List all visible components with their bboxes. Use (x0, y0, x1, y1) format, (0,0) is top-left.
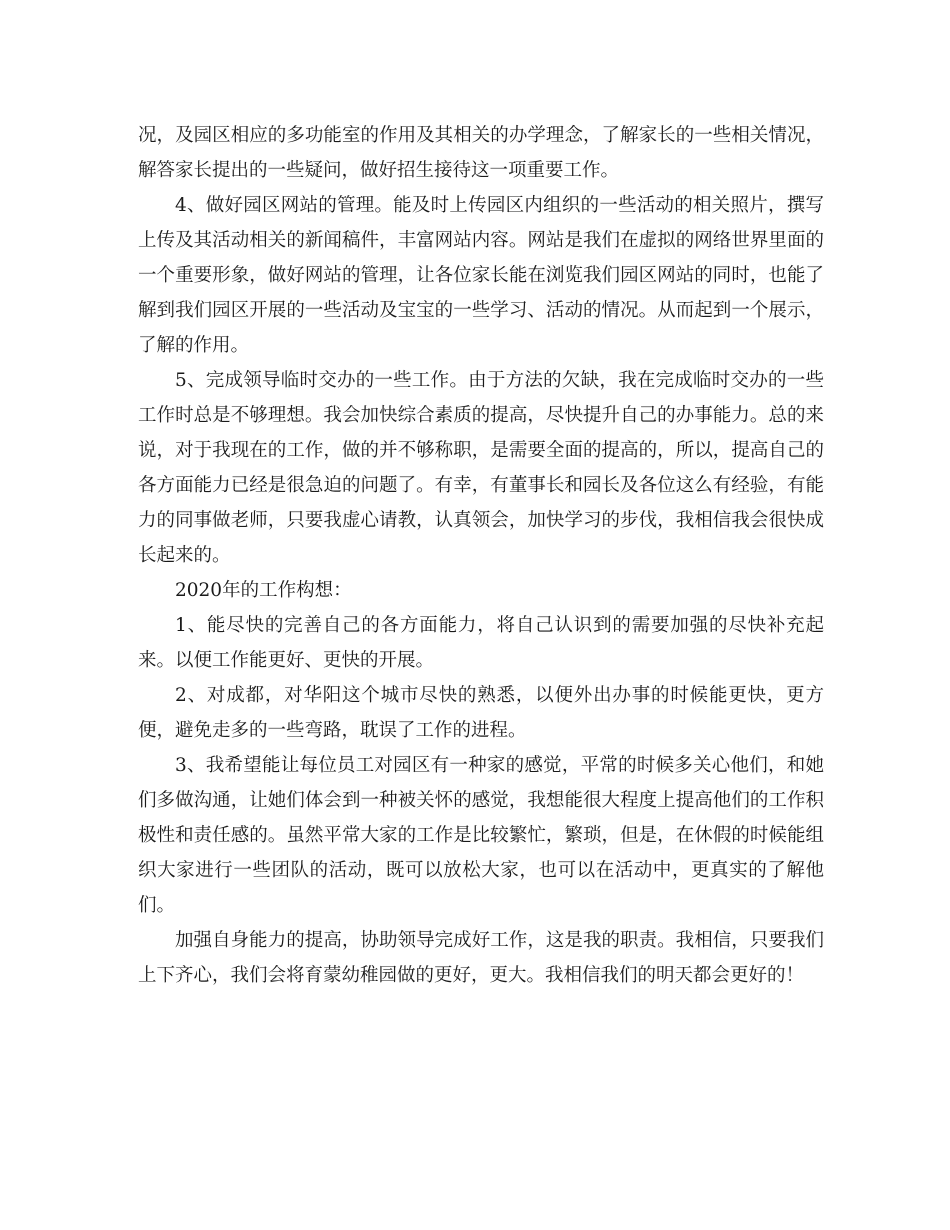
paragraph-plan-item-1: 1、能尽快的完善自己的各方面能力，将自己认识到的需要加强的尽快补充起来。以便工作能更好、更快的开展。 (138, 615, 824, 671)
paragraph-conclusion: 加强自身能力的提高，协助领导完成好工作，这是我的职责。我相信，只要我们上下齐心，我们会将育蒙幼稚园做的更好，更大。我相信我们的明天都会更好的！ (138, 930, 824, 986)
paragraph-website-management: 4、做好园区网站的管理。能及时上传园区内组织的一些活动的相关照片，撰写上传及其活动相关的新闻稿件，丰富网站内容。网站是我们在虚拟的网络世界里面的一个重要形象，做好网站的管理，让各位家长能在浏览我们园区网站的同时，也能了解到我们园区开展的一些活动及宝宝的一些学习、活动的情况。从而起到一个展示，了解的作用。 (138, 195, 824, 356)
paragraph-temporary-tasks: 5、完成领导临时交办的一些工作。由于方法的欠缺，我在完成临时交办的一些工作时总是不够理想。我会加快综合素质的提高，尽快提升自己的办事能力。总的来说，对于我现在的工作，做的并不够称职，是需要全面的提高的，所以，提高自己的各方面能力已经是很急迫的问题了。有幸，有董事长和园长及各位这么有经验，有能力的同事做老师，只要我虚心请教，认真领会，加快学习的步伐，我相信我会很快成长起来的。 (138, 370, 824, 566)
document-body (138, 118, 824, 993)
paragraph-continued: 况，及园区相应的多功能室的作用及其相关的办学理念，了解家长的一些相关情况，解答家长提出的一些疑问，做好招生接待这一项重要工作。 (138, 125, 824, 181)
paragraph-plan-item-2: 2、对成都，对华阳这个城市尽快的熟悉，以便外出办事的时候能更快，更方便，避免走多的一些弯路，耽误了工作的进程。 (138, 685, 824, 741)
section-heading-2020-plan: 2020年的工作构想： (175, 580, 352, 601)
paragraph-plan-item-3: 3、我希望能让每位员工对园区有一种家的感觉，平常的时候多关心他们，和她们多做沟通，让她们体会到一种被关怀的感觉，我想能很大程度上提高他们的工作积极性和责任感的。虽然平常大家的工作是比较繁忙，繁琐，但是，在休假的时候能组织大家进行一些团队的活动，既可以放松大家，也可以在活动中，更真实的了解他们。 (138, 755, 824, 916)
